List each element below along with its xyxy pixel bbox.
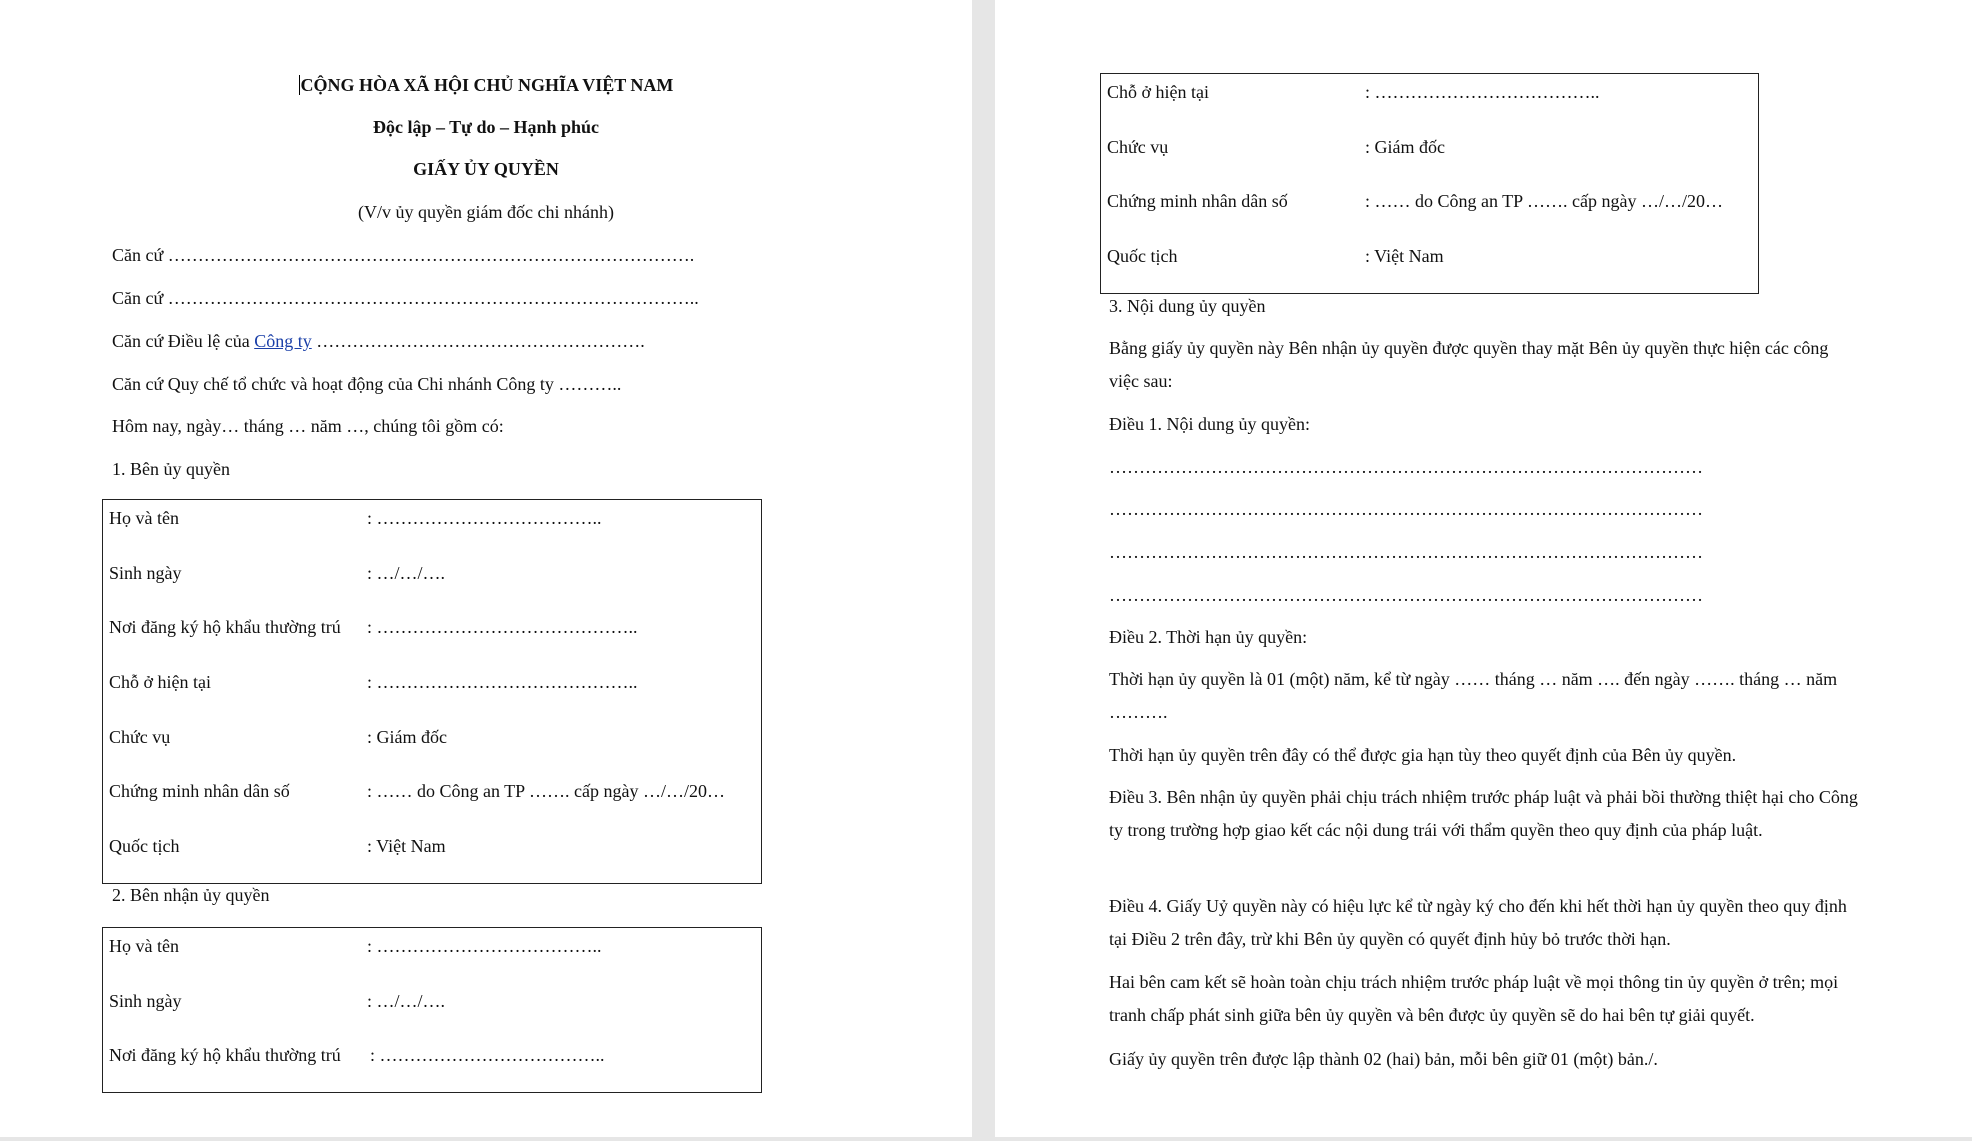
article3: Điều 3. Bên nhận ủy quyền phải chịu trách nhiệm trước pháp luật và phải bồi thường thiệt hại cho Công ty trong trường hợp giao kết các nội dung trái với thẩm quyền theo quy định của pháp luật.: [1109, 787, 1858, 840]
dotted-line: ………………………………………………………………………………………: [1109, 457, 1703, 477]
grantor-info-box: Họ và tên : ……………………………….. Sinh ngày : …/…/…. Nơi đăng ký hộ khẩu thường trú : …………………………………….. Chỗ ở hiện tại : …………………………………….. Chức vụ : Giám đốc Chứng minh nhân dân số : …… do Công an TP ……. cấp ngày …/…/20… Quốc tịch : Việt Nam: [102, 499, 762, 884]
document-page-1[interactable]: [0, 0, 972, 1137]
article1-title: Điều 1. Nội dung ủy quyền:: [1109, 414, 1310, 434]
basis-charter: Căn cứ Điều lệ của Công ty ……………………………………………….: [112, 331, 645, 351]
country-heading: CỘNG HÒA XÃ HỘI CHỦ NGHĨA VIỆT NAM: [300, 75, 674, 95]
section1-heading: 1. Bên ủy quyền: [112, 459, 230, 479]
dotted-line: ………………………………………………………………………………………: [1109, 542, 1703, 562]
copies-note: Giấy ủy quyền trên được lập thành 02 (hai) bản, mỗi bên giữ 01 (một) bản./.: [1109, 1049, 1658, 1069]
dotted-line: ………………………………………………………………………………………: [1109, 585, 1703, 605]
company-link[interactable]: Công ty: [254, 331, 312, 351]
text-cursor: [299, 75, 300, 95]
commitment: Hai bên cam kết sẽ hoàn toàn chịu trách nhiệm trước pháp luật về mọi thông tin ủy quyền ở trên; mọi tranh chấp phát sinh giữa bên ủy quyền và bên được ủy quyền sẽ do hai bên tự giải quyết.: [1109, 972, 1839, 1025]
document-subject: (V/v ủy quyền giám đốc chi nhánh): [358, 202, 614, 222]
today-line: Hôm nay, ngày… tháng … năm …, chúng tôi gồm có:: [112, 416, 504, 436]
section3-intro: Bằng giấy ủy quyền này Bên nhận ủy quyền được quyền thay mặt Bên ủy quyền thực hiện các công việc sau:: [1109, 338, 1829, 391]
document-page-2[interactable]: [995, 0, 1972, 1137]
basis-line-2: Căn cứ ……………………………………………………………………………..: [112, 288, 699, 308]
article2-title: Điều 2. Thời hạn ủy quyền:: [1109, 627, 1308, 647]
grantee-info-box-continued: Chỗ ở hiện tại : ……………………………….. Chức vụ : Giám đốc Chứng minh nhân dân số : …… do Công an TP ……. cấp ngày …/…/20… Quốc tịch : Việt Nam: [1100, 73, 1759, 294]
page-gap: [972, 0, 995, 1141]
motto: Độc lập – Tự do – Hạnh phúc: [372, 117, 600, 137]
dotted-line: ………………………………………………………………………………………: [1109, 499, 1703, 519]
bottom-strip: [0, 1137, 1972, 1141]
grantee-info-box: Họ và tên : ……………………………….. Sinh ngày : …/…/…. Nơi đăng ký hộ khẩu thường trú : ………………………………..: [102, 927, 762, 1093]
article4: Điều 4. Giấy Uỷ quyền này có hiệu lực kể từ ngày ký cho đến khi hết thời hạn ủy quyền theo quy định tại Điều 2 trên đây, trừ khi Bên ủy quyền có quyết định hủy bỏ trước thời hạn.: [1109, 896, 1847, 949]
document-title: GIẤY ỦY QUYỀN: [413, 159, 559, 179]
article2-term: Thời hạn ủy quyền là 01 (một) năm, kể từ ngày …… tháng … năm …. đến ngày ……. tháng … năm ……….: [1109, 669, 1838, 722]
basis-line-3: Căn cứ Quy chế tổ chức và hoạt động của Chi nhánh Công ty ………..: [112, 374, 622, 394]
basis-line-1: Căn cứ …………………………………………………………………………….: [112, 245, 695, 265]
section3-heading: 3. Nội dung ủy quyền: [1109, 296, 1266, 316]
article2-extension: Thời hạn ủy quyền trên đây có thể được gia hạn tùy theo quyết định của Bên ủy quyền.: [1109, 745, 1737, 765]
section2-heading: 2. Bên nhận ủy quyền: [112, 885, 270, 905]
